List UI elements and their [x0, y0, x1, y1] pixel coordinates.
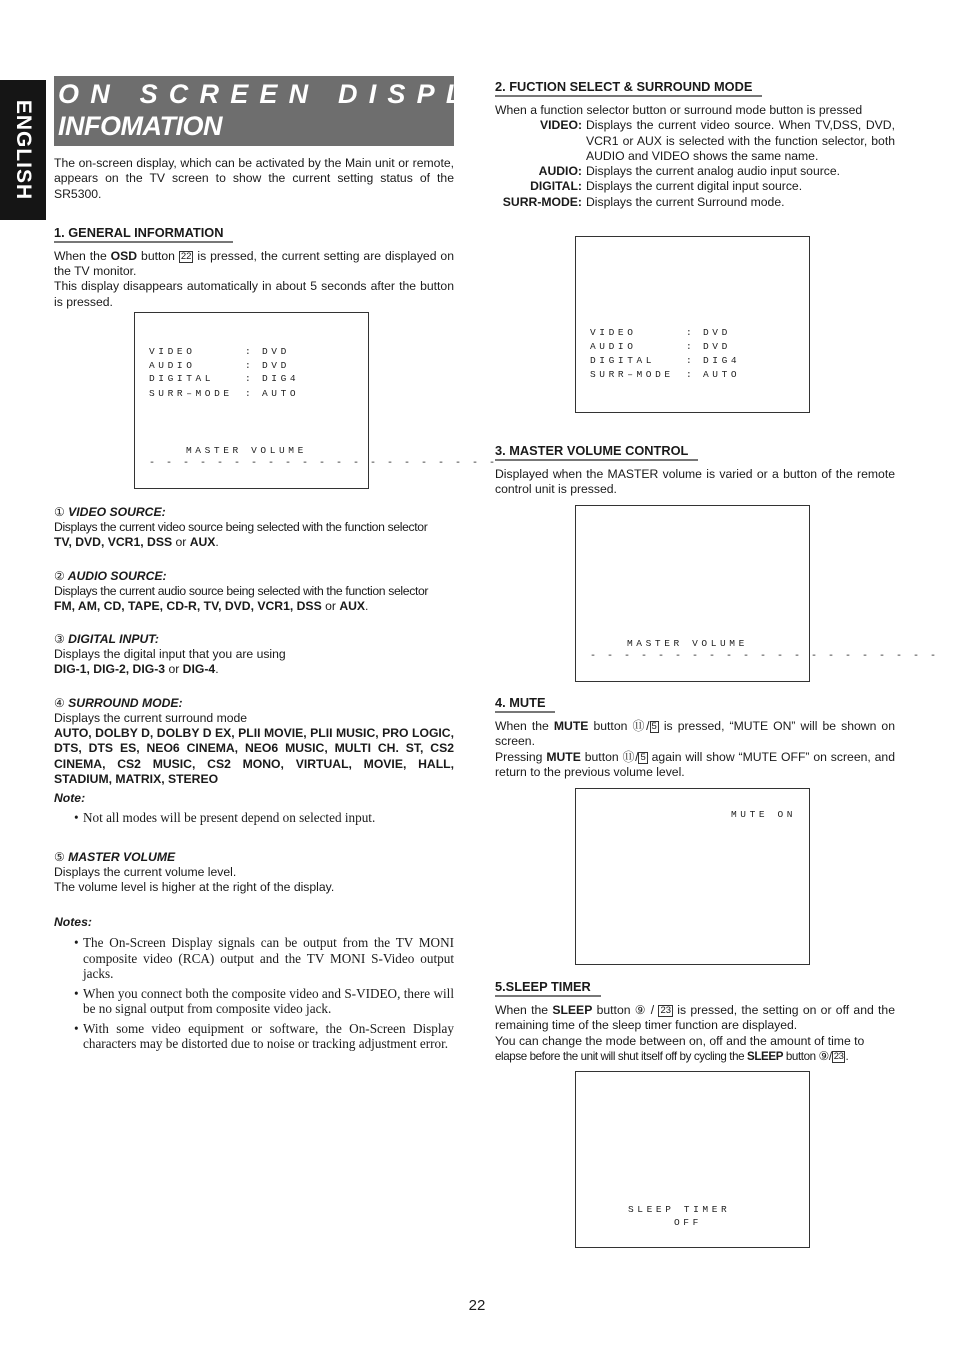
osd-screen-volume: [575, 505, 939, 682]
definition-row: VIDEO: Displays the current video source. When TV,DSS, DVD, VCR1 or AUX is selected with the function selector, both AUDIO and VIDEO shows the same name.: [540, 118, 895, 163]
digital-input-options: DIG-1, DIG-2, DIG-3 or DIG-4.: [54, 662, 219, 677]
osd-screen-general: VIDEO : DVD AUDIO : DVD DIGITAL : DIG4 SURR–MODE : AUTO MASTER VOLUME - - - - - - - - - - - - - - - - - - - - -: [134, 312, 369, 489]
osd-sleep-off: OFF: [674, 1217, 702, 1228]
osd-row: AUDIO: [590, 341, 637, 352]
master-volume-heading: ⑤ MASTER VOLUME: [54, 849, 176, 864]
notes-item: • When you connect both the composite video and S-VIDEO, there will be no signal output from composite video jack.: [74, 986, 454, 1017]
sleep-paragraph-3: elapse before the unit will shut itself off by cycling the SLEEP button ⑨/ 23 .: [495, 1048, 849, 1063]
definition-row: AUDIO: Displays the current analog audio input source.: [538, 164, 841, 179]
mute-paragraph-1: When the MUTE button ⑪/ 5 is pressed, “MUTE ON” will be shown on screen.: [495, 719, 895, 749]
osd-row: DIGITAL: [149, 373, 215, 384]
audio-source-options: FM, AM, CD, TAPE, CD-R, TV, DVD, VCR1, DSS or AUX.: [54, 598, 369, 613]
language-tab-label: ENGLISH: [12, 99, 35, 201]
notes-item: • With some video equipment or software, the On-Screen Display characters may be distorted due to noise or tracking adjustment error.: [74, 1021, 454, 1052]
note-heading: Note:: [54, 791, 86, 806]
right-column-mute: [495, 694, 895, 780]
osd-volume-bar: - - - - - - - - - - - - - - - - - - - - -: [149, 458, 498, 469]
function-definitions: [495, 118, 895, 210]
general-paragraph-2: This display disappears automatically in about 5 seconds after the button is pressed.: [54, 279, 454, 309]
digital-input-heading: ③ DIGITAL INPUT:: [54, 632, 159, 647]
osd-row: VIDEO: [149, 346, 196, 357]
surround-mode-desc: Displays the current surround mode: [54, 710, 248, 725]
notes-heading: Notes:: [54, 915, 92, 930]
page-title: [54, 76, 532, 146]
general-paragraph-1: When the OSD button 22 is pressed, the current setting are displayed on the TV monitor.: [54, 248, 454, 279]
osd-row: AUDIO: [149, 360, 196, 371]
osd-row: DIGITAL: [590, 355, 656, 366]
surround-mode-options: AUTO, DOLBY D, DOLBY D EX, PLII MOVIE, PLII MUSIC, PRO LOGIC, DTS, DTS ES, NEO6 CINEMA, NEO6 MUSIC, MULTI CH. ST, CS2 CINEMA, CS2 MUSIC, CS2 MONO, VIRTUAL, MOVIE, HALL, STADIUM, MATRIX, STEREO: [54, 726, 454, 786]
general-heading: 1. GENERAL INFORMATION: [54, 226, 233, 243]
sleep-paragraph-1: When the SLEEP button ⑨ / 23 is pressed, the setting on or off and the remaining time of the sleep timer function are displayed.: [495, 1003, 895, 1033]
definition-row: SURR-MODE: Displays the current Surround mode.: [502, 194, 785, 209]
right-column-function: [495, 78, 895, 210]
intro-text: The on-screen display, which can be activated by the Main unit or remote, appears on the TV screen to show the current setting status of the SR5300.: [54, 156, 454, 201]
audio-source-desc: Displays the current audio source being selected with the function selector: [54, 583, 429, 598]
volume-desc: Displayed when the MASTER volume is varied or a button of the remote control unit is pressed.: [495, 467, 895, 497]
digital-input-desc: Displays the digital input that you are using: [54, 647, 286, 662]
left-column: [54, 156, 454, 310]
page-title-line1: ON SCREEN DISPLAY: [58, 79, 532, 109]
left-column-items: [54, 505, 454, 1056]
function-intro: When a function selector button or surround mode button is pressed: [495, 103, 863, 117]
audio-source-heading: ② AUDIO SOURCE:: [54, 568, 167, 583]
note-list: [54, 810, 454, 826]
language-tab: [0, 80, 46, 220]
osd-sleep-timer: SLEEP TIMER: [628, 1204, 731, 1215]
page-title-line2: INFOMATION: [58, 111, 222, 141]
mute-heading: 4. MUTE: [495, 696, 555, 713]
osd-volume-bar: - - - - - - - - - - - - - - - - - - - - -: [590, 651, 939, 662]
master-volume-desc-1: Displays the current volume level.: [54, 864, 237, 879]
surround-mode-heading: ④ SURROUND MODE:: [54, 695, 183, 710]
notes-list: [54, 935, 454, 1052]
mute-paragraph-2: Pressing MUTE button ⑪/ 5 again will show “MUTE OFF” on screen, and return to the previous volume level.: [495, 749, 895, 779]
right-column-sleep: [495, 978, 895, 1064]
osd-row: VIDEO: [590, 327, 637, 338]
osd-row: SURR–MODE: [149, 388, 233, 399]
osd-screen-sleep: [575, 1071, 810, 1248]
note-item: • Not all modes will be present depend on selected input.: [74, 810, 454, 826]
osd-screen-function: VIDEO : DVD AUDIO : DVD DIGITAL : DIG4 SURR–MODE : AUTO: [575, 236, 810, 413]
osd-master-volume: MASTER VOLUME: [627, 638, 748, 649]
video-source-desc: Displays the current video source being selected with the function selector: [54, 520, 428, 534]
osd-key: OSD: [110, 248, 138, 263]
video-source-heading: ① VIDEO SOURCE:: [54, 505, 166, 519]
sleep-paragraph-2: You can change the mode between on, off and the amount of time to: [495, 1033, 865, 1048]
osd-master-volume: MASTER VOLUME: [186, 445, 307, 456]
definition-row: DIGITAL: Displays the current digital input source.: [530, 179, 803, 194]
button-number: 22: [180, 250, 192, 262]
notes-item: • The On-Screen Display signals can be output from the TV MONI composite video (RCA) output and the TV MONI S-Video output jacks.: [74, 935, 454, 982]
video-source-options: TV, DVD, VCR1, DSS or AUX.: [54, 535, 219, 550]
osd-screen-mute: [575, 788, 810, 965]
page-number: 22: [468, 1297, 486, 1314]
master-volume-desc-2: The volume level is higher at the right of the display.: [54, 880, 335, 895]
sleep-heading: 5.SLEEP TIMER: [495, 980, 601, 997]
function-heading: 2. FUCTION SELECT & SURROUND MODE: [495, 80, 762, 97]
right-column-volume: [495, 442, 895, 498]
osd-row: SURR–MODE: [590, 369, 674, 380]
volume-heading: 3. MASTER VOLUME CONTROL: [495, 444, 698, 461]
osd-mute-on: MUTE ON: [731, 809, 797, 820]
